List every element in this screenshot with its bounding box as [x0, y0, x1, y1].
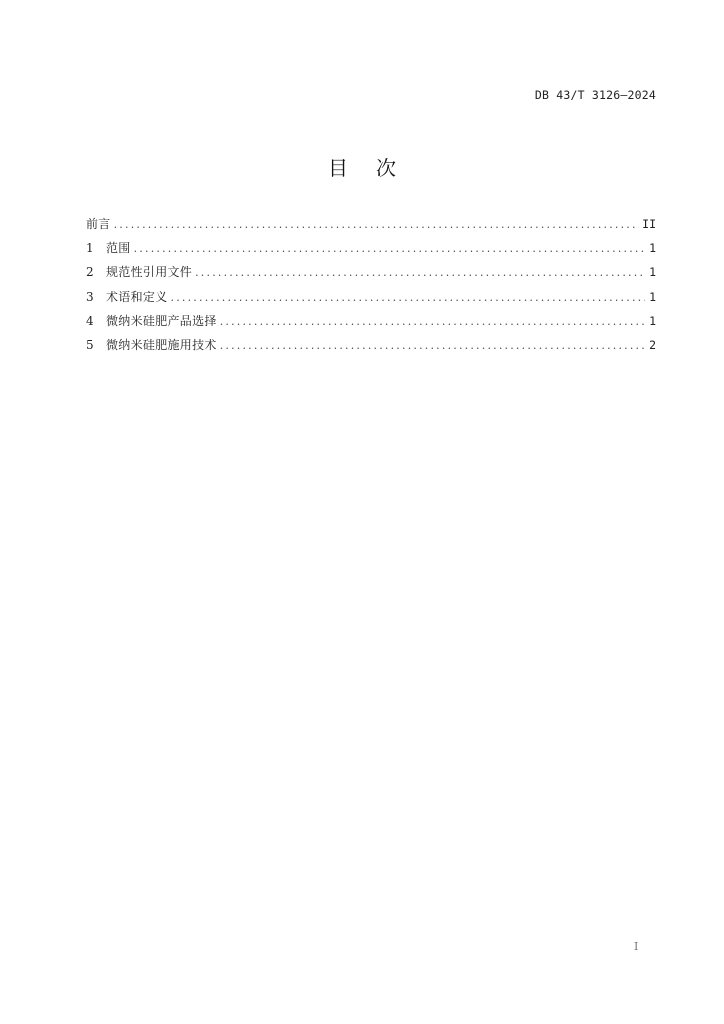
toc-entry-page: 1 [649, 265, 656, 280]
toc-entry-scope[interactable] [86, 239, 656, 263]
toc-entry-number: 3 [86, 289, 94, 304]
toc-dot-leader [220, 315, 645, 328]
page-title: 目次 [328, 156, 424, 180]
toc-entry-label: 前言 [86, 217, 111, 231]
standard-code: DB 43/T 3126—2024 [534, 88, 656, 102]
toc-entry-page: 1 [649, 313, 656, 328]
toc-entry-label: 规范性引用文件 [106, 265, 193, 280]
toc-entry-label: 范围 [106, 241, 131, 256]
toc-dot-leader [134, 242, 645, 255]
toc-entry-page: 1 [649, 289, 656, 304]
toc-entry-application-technique[interactable] [86, 336, 656, 360]
toc-entry-label: 微纳米硅肥施用技术 [106, 337, 217, 352]
toc-dot-leader [220, 339, 645, 352]
toc-dot-leader [114, 218, 640, 231]
table-of-contents [86, 215, 656, 360]
toc-entry-page: 2 [649, 337, 656, 352]
toc-entry-page: II [642, 217, 656, 231]
toc-entry-label: 术语和定义 [106, 289, 168, 304]
toc-entry-number: 1 [86, 241, 94, 256]
toc-dot-leader [171, 291, 645, 304]
toc-entry-number: 4 [86, 313, 94, 328]
toc-entry-number: 2 [86, 265, 94, 280]
toc-entry-product-selection[interactable] [86, 312, 656, 336]
toc-entry-normative-references[interactable] [86, 263, 656, 287]
toc-dot-leader [195, 266, 645, 279]
toc-entry-terms-definitions[interactable] [86, 288, 656, 312]
toc-entry-page: 1 [649, 241, 656, 256]
page-number: I [634, 940, 639, 953]
toc-entry-label: 微纳米硅肥产品选择 [106, 313, 217, 328]
toc-entry-foreword[interactable] [86, 215, 656, 239]
toc-entry-number: 5 [86, 337, 94, 352]
